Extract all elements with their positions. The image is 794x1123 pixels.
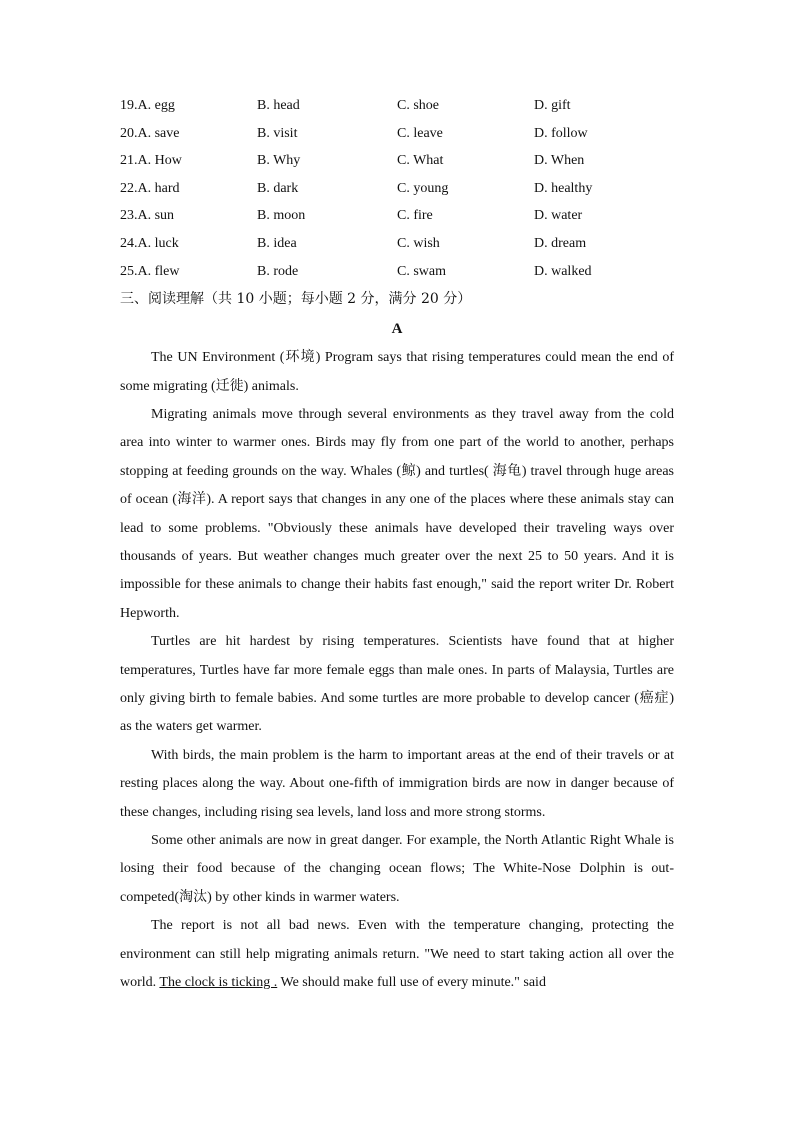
option-c: C. wish [397,235,440,251]
option-d: D. When [534,153,585,169]
passage-paragraph-4: With birds, the main problem is the harm to important areas at the end of their travels or at resting places along the way. About one-fifth of immigration birds are now in danger because of these changes, including rising sea levels, land loss and more strong storms. [120,747,674,820]
option-b: B. rode [257,263,299,279]
option-b: B. visit [257,125,298,141]
option-a: 23.A. sun [120,208,175,224]
option-d: D. follow [534,125,588,141]
passage-paragraph-2: Migrating animals move through several environments as they travel away from the cold area into winter to warmer ones. Birds may fly from one part of the world to another, perhaps stopping at feeding grounds on the way. Whales (鲸) and turtles( 海龟) travel through huge areas of ocean (海洋). A report says that changes in any one of the places where these animals stay can lead to some problems. "Obviously these animals have developed their traveling ways over thousands of years. But weather changes much greater over the next 25 to 50 years. And it is impossible for these animals to change their habits fast enough," said the report writer Dr. Robert Hepworth. [120,406,674,621]
exam-page [120,92,674,998]
option-a: 25.A. flew [120,263,180,279]
option-a: 20.A. save [120,125,180,141]
option-d: D. gift [534,98,571,113]
option-b: B. idea [257,235,297,251]
option-c: C. What [397,153,444,169]
option-c: C. fire [397,208,433,224]
question-row-23 [120,202,674,230]
option-b: B. Why [257,153,301,169]
section-title: 三、阅读理解（共 10 小题；每小题 2 分，满分 20 分） [120,291,472,308]
option-a: 24.A. luck [120,235,179,251]
option-a: 22.A. hard [120,180,180,196]
paragraph-6-text-after: We should make full use of every minute." said [277,975,546,991]
option-b: B. moon [257,208,306,224]
cloze-options [120,92,674,285]
option-c: C. young [397,180,449,196]
option-d: D. water [534,208,583,224]
question-row-24 [120,230,674,258]
reading-passage [120,344,674,997]
passage-paragraph-5: Some other animals are now in great danger. For example, the North Atlantic Right Whale is losing their food because of the changing ocean flows; The White-Nose Dolphin is out-competed(淘汰) by other kinds in warmer waters. [120,833,674,905]
passage-paragraph-3: Turtles are hit hardest by rising temperatures. Scientists have found that at higher temperatures, Turtles have far more female eggs than male ones. In parts of Malaysia, Turtles are only giving birth to female babies. And some turtles are more probable to develop cancer (癌症) as the waters get warmer. [120,634,674,735]
question-row-19 [120,92,674,120]
question-row-21 [120,147,674,175]
option-a: 19.A. egg [120,98,175,113]
question-row-20 [120,120,674,148]
option-d: D. walked [534,263,592,279]
underlined-phrase: The clock is ticking . [159,975,278,991]
option-b: B. dark [257,180,299,196]
option-c: C. leave [397,125,443,141]
paragraph-6-text-before: The report is not all bad news. Even with the temperature changing, protecting the environment can still help migrating animals return. "We need to start taking action all over the world. [120,918,674,991]
question-row-25 [120,258,674,286]
option-b: B. head [257,98,300,113]
option-c: C. swam [397,263,446,279]
passage-label: A [391,321,403,338]
passage-paragraph-6 [120,912,674,997]
option-d: D. dream [534,235,587,251]
passage-paragraph-1: The UN Environment (环境) Program says that rising temperatures could mean the end of some migrating (迁徙) animals. [120,350,674,394]
option-d: D. healthy [534,180,593,196]
option-a: 21.A. How [120,153,182,169]
option-c: C. shoe [397,98,439,113]
question-row-22 [120,175,674,203]
